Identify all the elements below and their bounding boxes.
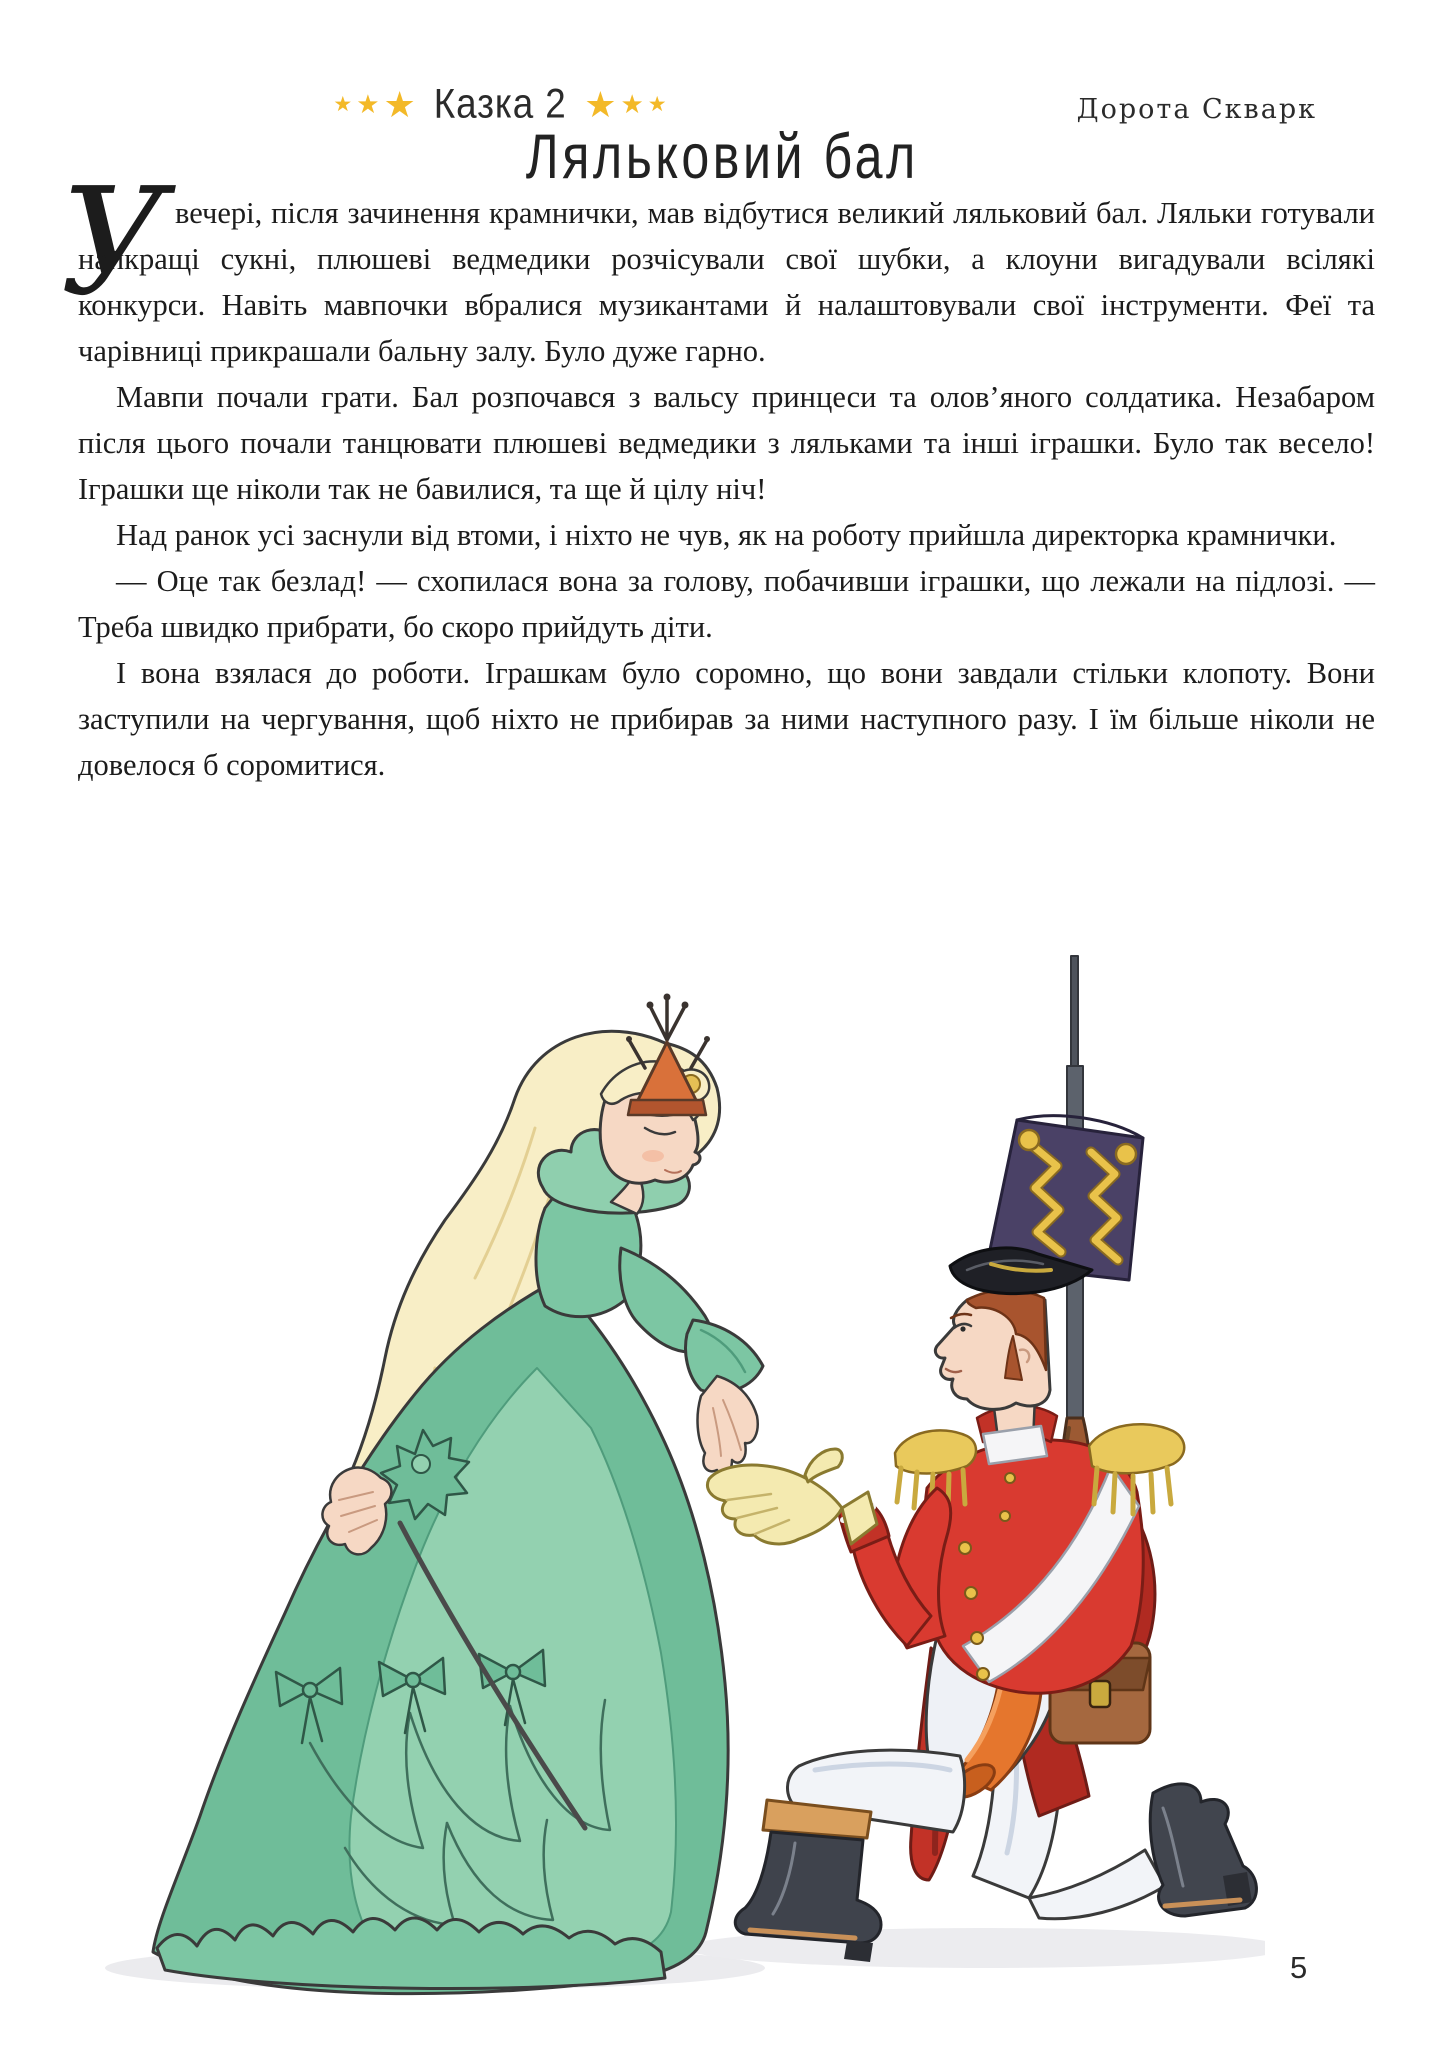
princess-hand <box>698 1376 758 1475</box>
paragraph: вечері, після зачинення крамнички, мав відбутися великий ляльковий бал. Ляльки готували найкращі сукні, плюшеві ведмедики розчісували свої шубки, а клоуни вигадували всілякі конкурси. Навіть мавпочки вбралися музикантами й налаштовували свої інструменти. Феї та чарівниці прикрашали бальну залу. Було дуже гарно. <box>78 196 1375 368</box>
princess <box>153 994 763 1994</box>
paragraph: Мавпи почали грати. Бал розпочався з вальсу принцеси та олов’яного солдатика. Незабаром після цього почали танцювати плюшеві ведмедики з ляльками та інші іграшки. Було так весело! Іграшки ще ніколи так не бавилися, та ще й цілу ніч! <box>78 380 1375 506</box>
soldier <box>708 956 1257 1962</box>
princess-and-soldier-illustration <box>105 948 1265 1996</box>
star-icon: ★ <box>383 84 416 125</box>
star-icon: ★ <box>356 89 380 119</box>
story-illustration <box>105 948 1265 1996</box>
star-icon: ★ <box>620 89 644 119</box>
story-title: Ляльковий бал <box>525 121 920 193</box>
glove <box>708 1465 842 1544</box>
story-text <box>78 190 1375 788</box>
paragraph: І вона взялася до роботи. Іграшкам було соромно, що вони завдали стільки клопоту. Вони заступили на чергування, щоб ніхто не прибирав за ними наступного разу. І їм більше ніколи не довелося б соромитися. <box>78 656 1375 782</box>
drop-cap-letter: У <box>60 156 167 328</box>
star-icon: ★ <box>647 92 667 116</box>
star-icon: ★ <box>333 92 353 116</box>
shako-hat <box>950 1116 1143 1294</box>
collar-white <box>983 1426 1047 1464</box>
soldier-head <box>935 1290 1050 1409</box>
page-number: 5 <box>1290 1950 1308 1985</box>
author-name: Дорота Скварк <box>1076 94 1317 125</box>
tale-number-label: Казка 2 <box>433 80 567 128</box>
paragraph: Над ранок усі заснули від втоми, і ніхто не чув, як на роботу прийшла директорка крамнички. <box>116 518 1337 552</box>
paragraph: — Оце так безлад! — схопилася вона за голову, побачивши іграшки, що лежали на підлозі. — Треба швидко прибрати, бо скоро прийдуть діти. <box>78 564 1375 644</box>
star-icon: ★ <box>584 84 617 125</box>
